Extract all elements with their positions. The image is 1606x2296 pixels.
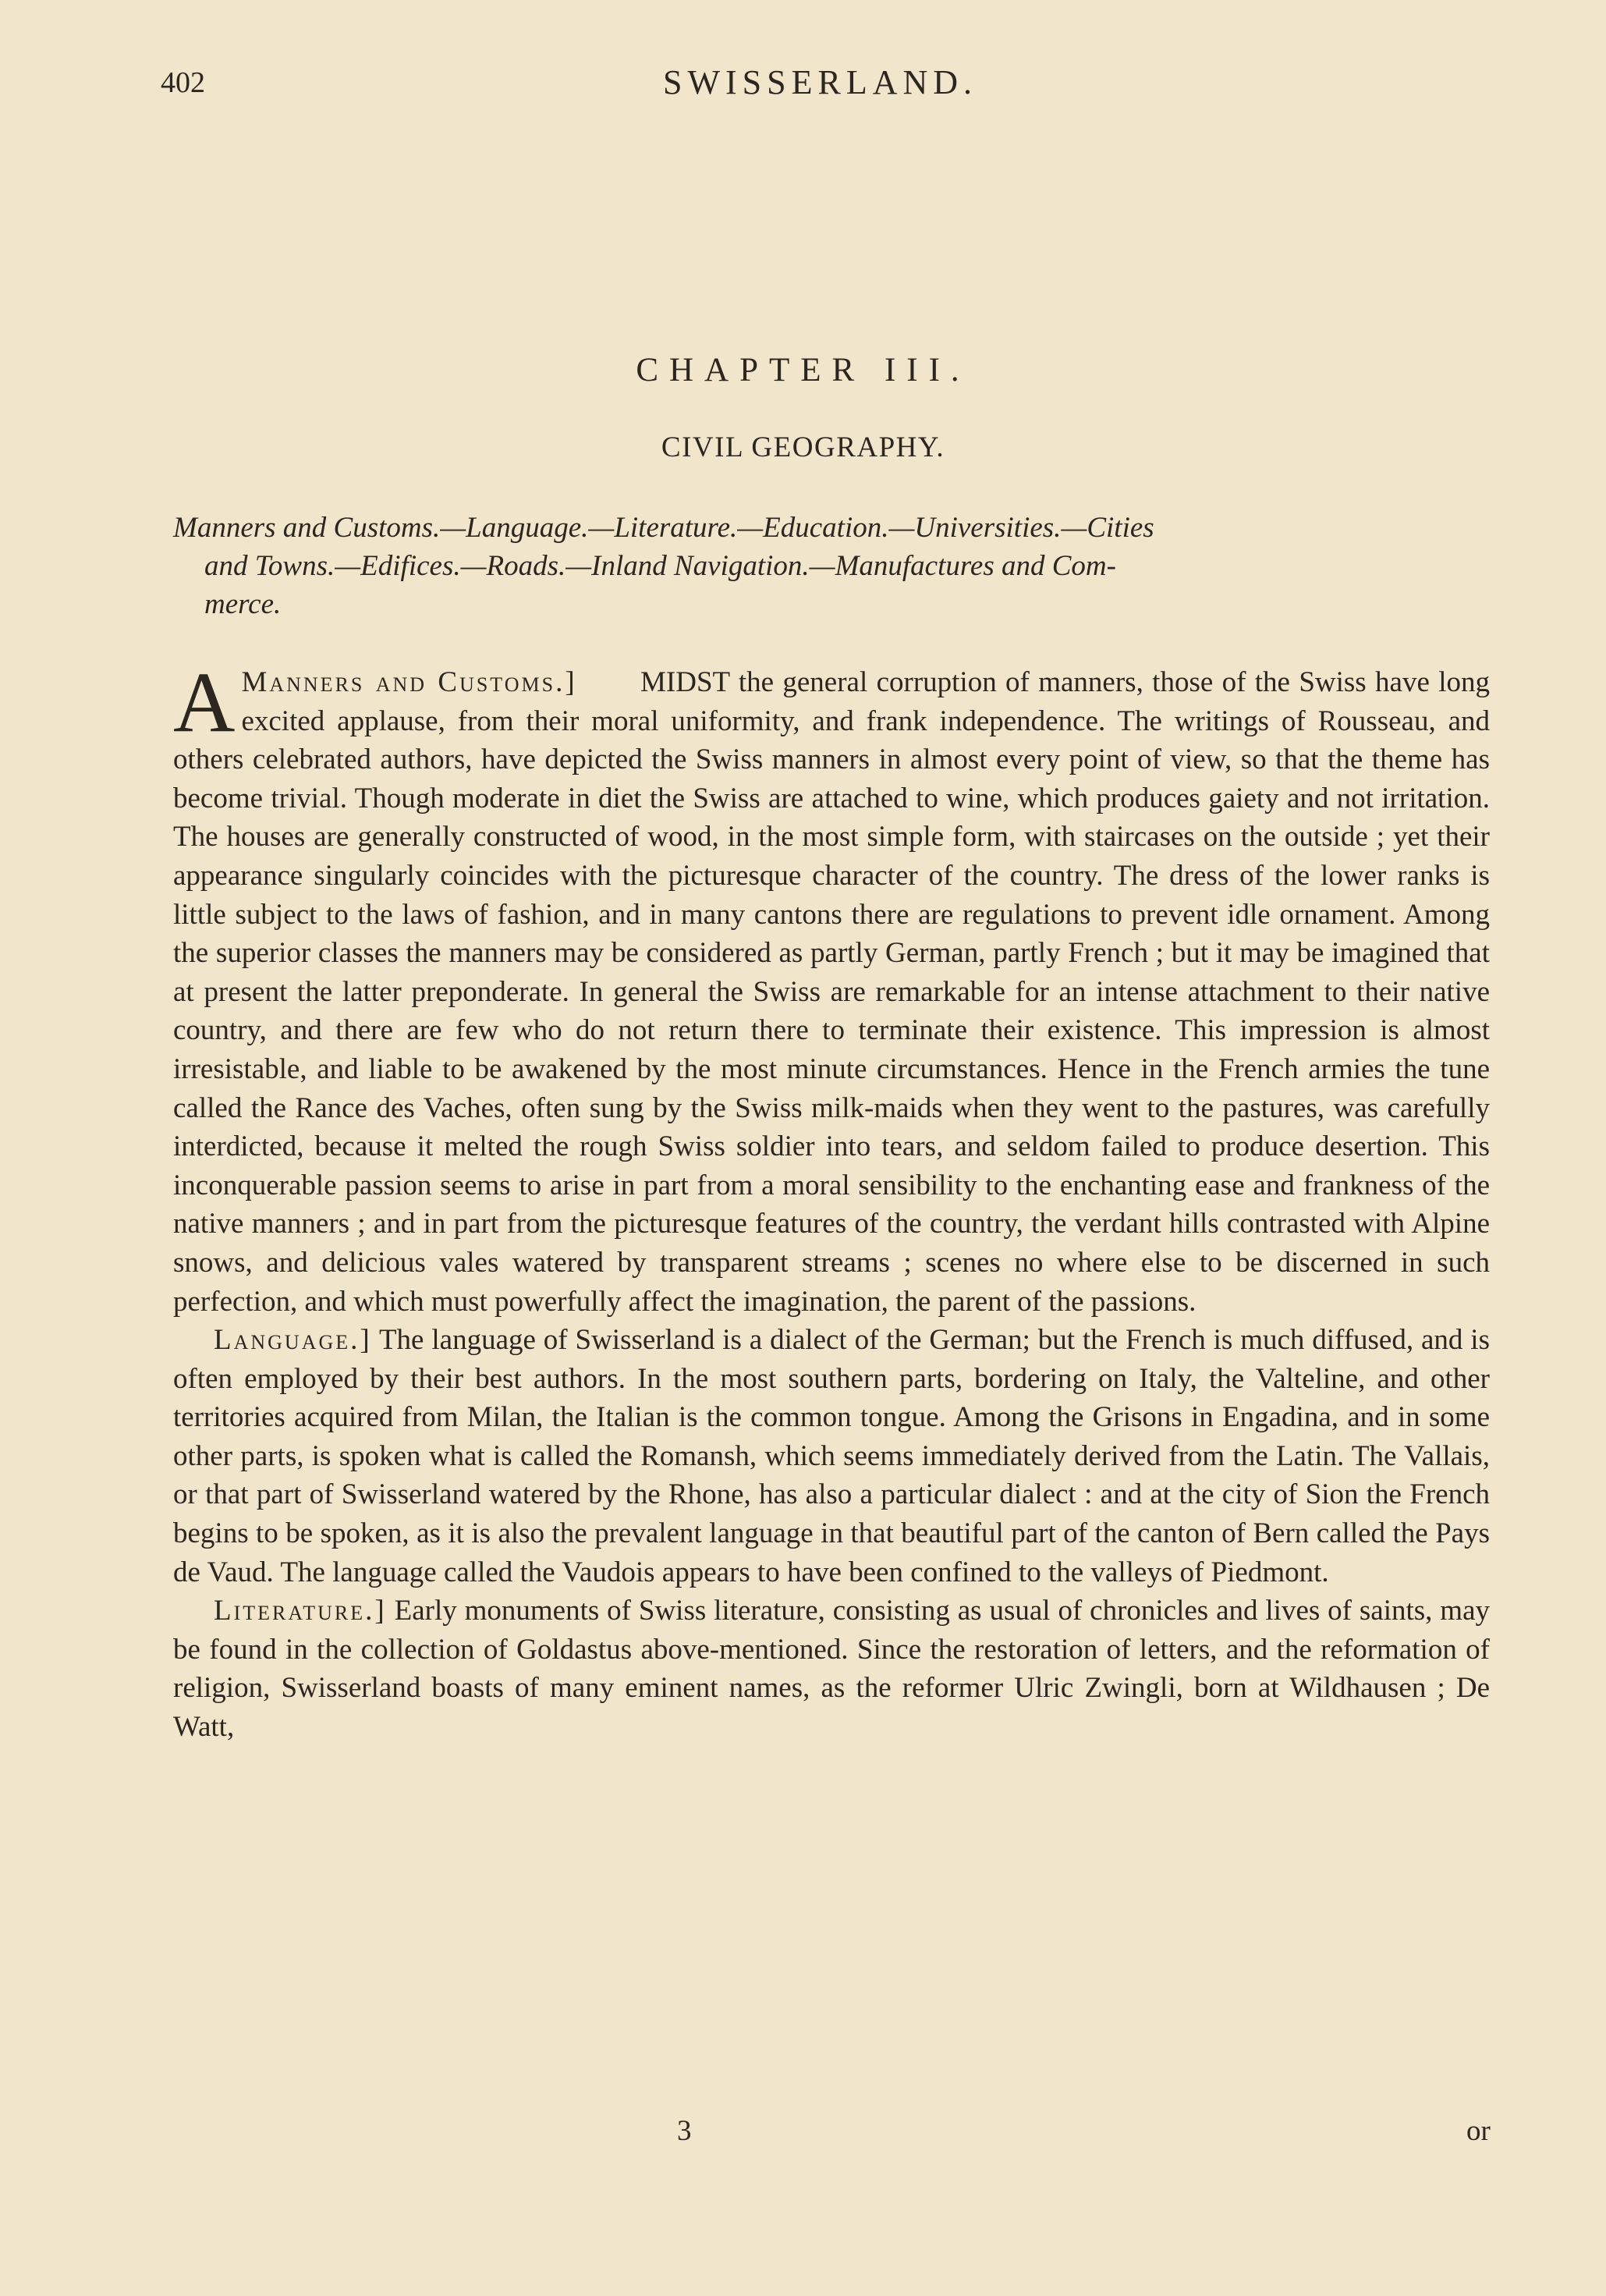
paragraph-language (173, 1321, 1490, 1592)
paragraph-text-language: The language of Swisserland is a dialect of the German; but the French is much diffused, and is often employed by their best authors. In the most southern parts, bordering on Italy, the Valteline, and other territories acquired from Milan, the Italian is the common tongue. Among the Grisons in Engadina, and in some other parts, is spoken what is called the Romansh, which seems immediately derived from the Latin. The Vallais, or that part of Swisserland watered by the Rhone, has also a particular dialect : and at the city of Sion the French begins to be spoken, as it is also the prevalent language in that beautiful part of the canton of Bern called the Pays de Vaud. The language called the Vaudois appears to have been confined to the valleys of Piedmont. (173, 1324, 1490, 1588)
main-text (173, 655, 1491, 1747)
summary-line-2: and Towns.—Edifices.—Roads.—Inland Navigation.—Manufactures and Com- (204, 550, 1116, 582)
summary-line-3: merce. (204, 588, 282, 620)
paragraph-text-manners-and-customs: MIDST the general corruption of manners, those of the Swiss have long excited applause, from their moral uniformity, and frank independence. The writings of Rousseau, and others celebrated authors, have depicted the Swiss manners in almost every point of view, so that the theme has become trivial. Though moderate in diet the Swiss are attached to wine, which produces gaiety and not irritation. The houses are generally constructed of wood, in the most simple form, with staircases on the outside ; yet their appearance singularly coincides with the picturesque character of the country. The dress of the lower ranks is little subject to the laws of fashion, and in many cantons there are regulations to prevent idle ornament. Among the superior classes the manners may be considered as partly German, partly French ; but it may be imagined that at present the latter preponderate. In general the Swiss are remarkable for an intense attachment to their native country, and there are few who do not return there to terminate their existence. This impression is almost irresistable, and liable to be awakened by the most minute circumstances. Hence in the French armies the tune called the Rance des Vaches, often sung by the Swiss milk-maids when they went to the pastures, was carefully interdicted, because it melted the rough Swiss soldier into tears, and seldom failed to produce desertion. This inconquerable passion seems to arise in part from a moral sensibility to the enchanting ease and frankness of the native manners ; and in part from the picturesque features of the country, the verdant hills contrasted with Alpine snows, and delicious vales watered by transparent streams ; scenes no where else to be discerned in such perfection, and which must powerfully affect the imagination, the parent of the passions. (173, 666, 1491, 1318)
chapter-subtitle: CIVIL GEOGRAPHY. (661, 431, 945, 463)
section-heading-literature: Literature.] (214, 1595, 387, 1627)
printer-signature: 3 (677, 2115, 692, 2147)
page-number: 402 (161, 66, 205, 99)
chapter-summary (173, 509, 1488, 623)
section-heading-manners-and-customs: Manners and Customs.] (241, 666, 577, 698)
summary-line-1: Manners and Customs.—Language.—Literature.—Education.—Universities.—Cities (173, 512, 1154, 544)
paragraph-text-literature: Early monuments of Swiss literature, consisting as usual of chronicles and lives of saints, may be found in the collection of Goldastus above-mentioned. Since the restoration of letters, and the reformation of religion, Swisserland boasts of many eminent names, as the reformer Ulric Zwingli, born at Wildhausen ; De Watt, (173, 1595, 1491, 1744)
section-heading-language: Language.] (214, 1324, 372, 1357)
drop-cap: A (173, 655, 236, 750)
chapter-title: CHAPTER III. (636, 352, 970, 389)
paragraph-manners-and-customs (173, 655, 1491, 1321)
running-head: SWISSERLAND. (663, 63, 978, 101)
catchword: or (1466, 2115, 1491, 2147)
paragraph-literature (173, 1592, 1490, 1746)
